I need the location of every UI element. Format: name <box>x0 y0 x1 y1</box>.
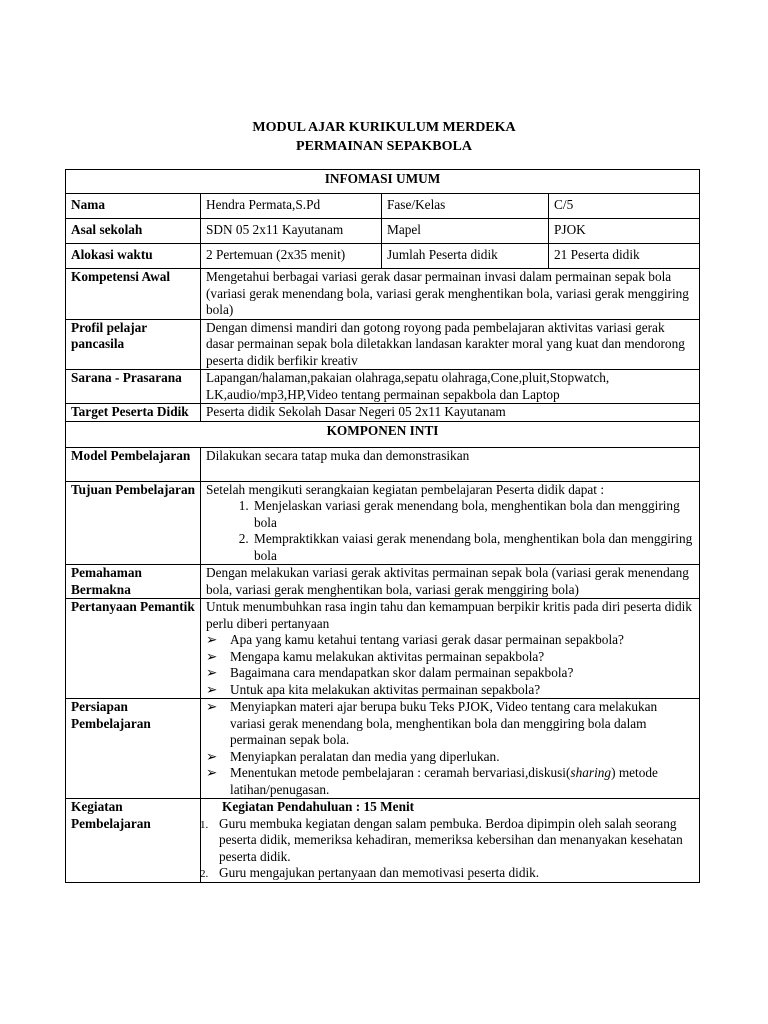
table-row <box>66 244 700 269</box>
list-item <box>206 649 694 666</box>
kegiatan-list <box>200 815 694 882</box>
table-row <box>66 599 700 699</box>
pertanyaan-list <box>206 632 694 698</box>
target-value: Peserta didik Sekolah Dasar Negeri 05 2x11 Kayutanam <box>201 404 700 422</box>
pemahaman-label: Pemahaman Bermakna <box>66 565 201 599</box>
info-section-row <box>66 170 700 194</box>
persiapan-label: Persiapan Pembelajaran <box>66 699 201 799</box>
jumlah-value: 21 Peserta didik <box>549 244 700 269</box>
list-item <box>206 632 694 649</box>
tujuan-list <box>206 498 694 564</box>
table-row <box>66 319 700 370</box>
inti-section-row <box>66 421 700 447</box>
pertanyaan-label: Pertanyaan Pemantik <box>66 599 201 699</box>
persiapan-text-post: ) metode latihan/penugasan. <box>230 765 658 797</box>
info-section-title: INFOMASI UMUM <box>66 170 700 194</box>
pertanyaan-text: Apa yang kamu ketahui tentang variasi gerak dasar permainan sepakbola? <box>230 632 624 647</box>
sekolah-value: SDN 05 2x11 Kayutanam <box>201 219 382 244</box>
table-row <box>66 269 700 320</box>
persiapan-text-em: sharing <box>570 765 612 780</box>
pertanyaan-text: Mengapa kamu melakukan aktivitas permainan sepakbola? <box>230 648 545 664</box>
profil-value: Dengan dimensi mandiri dan gotong royong pada pembelajaran aktivitas variasi gerak dasar permainan sepak bola diletakkan landasan karakter moral yang kuat dan mendorong peserta didik berfikir kreativ <box>201 319 700 370</box>
kegiatan-text: Guru membuka kegiatan dengan salam pembuka. Berdoa dipimpin oleh salah seorang peserta didik, memeriksa kehadiran, memeriksa kebersihan dan menanyakan kesehatan peserta didik. <box>219 815 683 864</box>
profil-label: Profil pelajar pancasila <box>66 319 201 370</box>
table-row <box>66 565 700 599</box>
persiapan-text: Menyiapkan peralatan dan media yang diperlukan. <box>230 748 500 764</box>
pemahaman-value: Dengan melakukan variasi gerak aktivitas permainan sepak bola (variasi gerak menendang bola, variasi gerak menghentikan bola, variasi gerak menggiring bola) <box>201 565 700 599</box>
pertanyaan-intro: Untuk menumbuhkan rasa ingin tahu dan kemampuan berpikir kritis pada diri peserta didik perlu diberi pertanyaan <box>206 599 692 631</box>
list-item <box>200 815 694 866</box>
jumlah-label: Jumlah Peserta didik <box>382 244 549 269</box>
arrow-bullet-icon: ➢ <box>206 632 218 647</box>
persiapan-text-pre: Menentukan metode pembelajaran : ceramah bervariasi,diskusi( <box>230 765 571 780</box>
sarana-value: Lapangan/halaman,pakaian olahraga,sepatu olahraga,Cone,pluit,Stopwatch, LK,audio/mp3,HP,Video tentang permainan sepakbola dan Laptop <box>201 370 700 404</box>
model-label: Model Pembelajaran <box>66 447 201 481</box>
list-number: 1. <box>200 818 209 831</box>
pertanyaan-text: Untuk apa kita melakukan aktivitas permainan sepakbola? <box>230 681 541 697</box>
sekolah-label: Asal sekolah <box>66 219 201 244</box>
list-item <box>206 765 694 798</box>
kegiatan-text: Guru mengajukan pertanyaan dan memotivasi peserta didik. <box>219 865 540 880</box>
list-item <box>206 682 694 699</box>
list-item: 2. Mempraktikkan vaiasi gerak menendang bola, menghentikan bola dan menggiring bola <box>252 531 694 564</box>
module-table <box>65 169 700 883</box>
tujuan-intro: Setelah mengikuti serangkaian kegiatan pembelajaran Peserta didik dapat : <box>206 481 605 497</box>
tujuan-label: Tujuan Pembelajaran <box>66 481 201 565</box>
fase-value: C/5 <box>549 194 700 219</box>
list-number: 2. <box>200 868 209 880</box>
tujuan-cell <box>201 481 700 565</box>
target-label: Target Peserta Didik <box>66 404 201 422</box>
pertanyaan-cell <box>201 599 700 699</box>
fase-label: Fase/Kelas <box>382 194 549 219</box>
list-item <box>206 699 694 749</box>
alokasi-label: Alokasi waktu <box>66 244 201 269</box>
list-item <box>206 749 694 766</box>
arrow-bullet-icon: ➢ <box>206 665 218 680</box>
table-row <box>66 219 700 244</box>
arrow-bullet-icon: ➢ <box>206 699 218 714</box>
persiapan-list <box>206 699 694 798</box>
table-row <box>66 447 700 481</box>
alokasi-value: 2 Pertemuan (2x35 menit) <box>201 244 382 269</box>
persiapan-cell <box>201 699 700 799</box>
table-row <box>66 699 700 799</box>
model-value: Dilakukan secara tatap muka dan demonstrasikan <box>201 447 700 481</box>
list-item: 1. Menjelaskan variasi gerak menendang bola, menghentikan bola dan menggiring bola <box>252 498 694 531</box>
nama-label: Nama <box>66 194 201 219</box>
mapel-label: Mapel <box>382 219 549 244</box>
table-row <box>66 194 700 219</box>
arrow-bullet-icon: ➢ <box>206 681 218 697</box>
list-item <box>206 665 694 682</box>
kegiatan-heading: Kegiatan Pendahuluan : 15 Menit <box>222 799 415 814</box>
persiapan-text: Menyiapkan materi ajar berupa buku Teks PJOK, Video tentang cara melakukan variasi gerak menendang bola, menghentikan bola dan menggiring bola dalam permainan sepak bola. <box>230 699 658 747</box>
table-row <box>66 404 700 422</box>
arrow-bullet-icon: ➢ <box>206 765 218 780</box>
table-row <box>66 481 700 565</box>
pertanyaan-text: Bagaimana cara mendapatkan skor dalam permainan sepakbola? <box>230 665 574 680</box>
sarana-label: Sarana - Prasarana <box>66 370 201 404</box>
document-subtitle: PERMAINAN SEPAKBOLA <box>296 139 472 154</box>
table-row <box>66 799 700 883</box>
kegiatan-cell <box>201 799 700 883</box>
kompetensi-label: Kompetensi Awal <box>66 269 201 320</box>
document-title: MODUL AJAR KURIKULUM MERDEKA <box>252 120 516 135</box>
list-item <box>200 865 694 882</box>
kegiatan-label: Kegiatan Pembelajaran <box>66 799 201 883</box>
nama-value: Hendra Permata,S.Pd <box>201 194 382 219</box>
arrow-bullet-icon: ➢ <box>206 748 218 764</box>
kompetensi-value: Mengetahui berbagai variasi gerak dasar permainan invasi dalam permainan sepak bola (variasi gerak menendang bola, variasi gerak menghentikan bola, variasi gerak menggiring bola) <box>201 269 700 320</box>
inti-section-title: KOMPONEN INTI <box>66 421 700 447</box>
arrow-bullet-icon: ➢ <box>206 648 218 664</box>
mapel-value: PJOK <box>549 219 700 244</box>
table-row <box>66 370 700 404</box>
